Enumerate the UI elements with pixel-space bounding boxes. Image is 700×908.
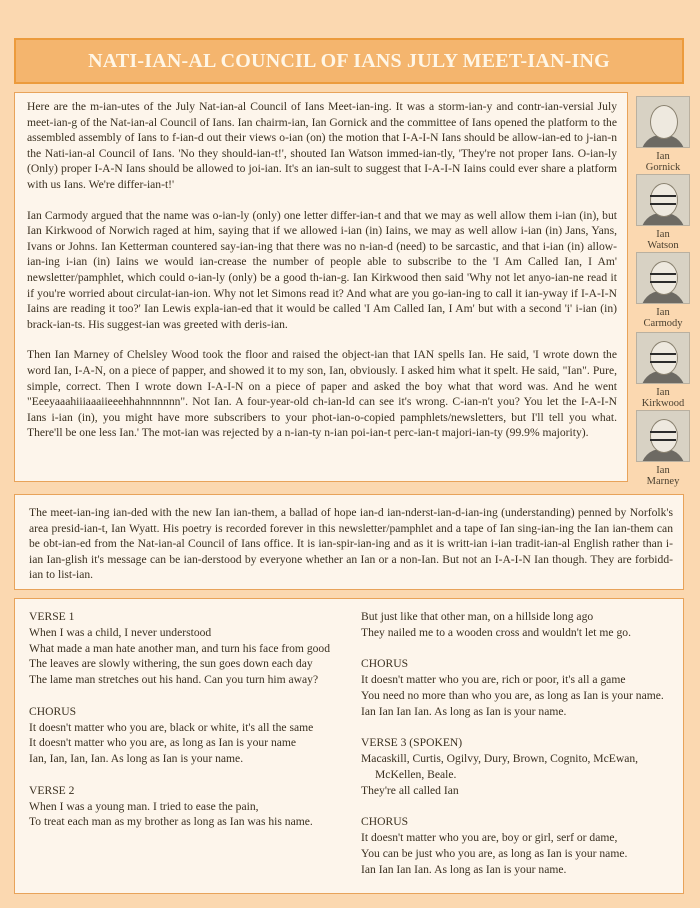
portrait-gornick (632, 96, 694, 173)
paragraph: Then Ian Marney of Chelsley Wood took the floor and raised the object-ian that IAN spells Ian. He said, 'I wrote down the word Ian, I-A-N, on a piece of papper, and showed it to my son, Ian, obviously. I asked him what it spelt. He said, "Ian". Pure, simple, correct. Then I wrote down I-A-I-N on a piece of paper and asked the boy what that word was. And he went "Eeeyaaahiiiaaaiieeehhahnnnnnn". Not Ian. A four-year-old ch-ian-ld can see it's wrong. C-ian-n't you? You let the I-A-I-N Ians i-ian (in), you might have more subscribers to your phot-ian-o-copied pamphlets/newsletters, but I'll tell you what. There'll be one less Ian.' The mot-ian was rejected by a n-ian-ty n-ian poi-ian-t perc-ian-t majori-ian-ty (99.9% majority). (27, 348, 617, 440)
portrait-marney (632, 410, 694, 487)
stanza-heading: VERSE 2 (29, 783, 75, 797)
closing-box (14, 494, 684, 590)
song-line: The lame man stretches out his hand. Can you turn him away? (29, 673, 319, 687)
portrait-watson (632, 174, 694, 251)
stanza-verse-3 (361, 735, 679, 798)
song-line: You need no more than who you are, as long as Ian is your name. (361, 688, 664, 702)
stanza-heading: CHORUS (361, 657, 409, 671)
stanza-verse-2-continued (361, 609, 679, 641)
song-line: When I was a child, I never understood (29, 625, 212, 639)
song-line: When I was a young man. I tried to ease the pain, (29, 799, 259, 813)
portrait-name-last: Gornick (645, 162, 681, 173)
song-line: Macaskill, Curtis, Ogilvy, Dury, Brown, Cognito, McEwan, McKellen, Beale. (361, 752, 639, 781)
title-banner (14, 38, 684, 84)
portrait-name-last: Kirkwood (641, 398, 685, 409)
portrait-name-first: Ian (656, 229, 670, 240)
song-line: What made a man hate another man, and turn his face from good (29, 641, 331, 655)
song-column-left (29, 609, 347, 846)
paragraph: Ian Carmody argued that the name was o-ian-ly (only) one letter differ-ian-t and that we may as well allow them i-ian (in), but Ian Kirkwood of Norwich raged at him, saying that if we allowed i-ian (in) Iains, we may as well allow i-ian (in) Jans, Yans, Ivans or Johns. Ian Ketterman countered say-ian-ing that there was no n-ian-d (need) to be sarcastic, and that i-ian (in) allow-ian-ing i-ian (in) Iains we would ian-crease the number of people able to subscribe to the 'I Am Called Ian, I Am' newsletter/pamphlet, which could o-ian-ly (only) be a good th-ian-g. Ian Kirkwood then said 'Why not let anyo-ian-ne read it if you're worried about circulat-ian-ion. Why not let Simons read it? And what are you go-ian-ing to call it ian-yway if I-A-I-N Iains are reading it too?' Ian Lewis expla-ian-ed that it would be called 'I Am Called Ian, I Am' but with a second 'i' i-ian (in) brack-ian-ts. His suggest-ian was greeted with deris-ian. (27, 208, 617, 331)
song-line: To treat each man as my brother as long as Ian was his name. (29, 815, 313, 829)
portrait-photo (636, 252, 690, 304)
portrait-photo (636, 332, 690, 384)
portrait-name-last: Marney (646, 476, 680, 487)
song-line: But just like that other man, on a hillside long ago (361, 610, 594, 623)
stanza-chorus (361, 656, 679, 719)
song-line: Ian, Ian, Ian, Ian. As long as Ian is your name. (29, 752, 244, 766)
page-title: NATI-IAN-AL COUNCIL OF IANS JULY MEET-IAN-ING (88, 49, 610, 72)
song-line: The leaves are slowly withering, the sun goes down each day (29, 657, 313, 671)
portrait-photo (636, 410, 690, 462)
portrait-name-first: Ian (656, 307, 670, 318)
stanza-chorus (29, 704, 347, 767)
song-line: Ian Ian Ian Ian. As long as Ian is your name. (361, 862, 567, 876)
stanza-heading: CHORUS (29, 704, 77, 718)
stanza-verse-1 (29, 609, 347, 688)
portrait-name-last: Carmody (643, 318, 683, 329)
portrait-photo (636, 174, 690, 226)
portrait-kirkwood (632, 332, 694, 409)
portrait-name-first: Ian (656, 151, 670, 162)
closing-paragraph: The meet-ian-ing ian-ded with the new Ian ian-them, a ballad of hope ian-d ian-nderst-ian-d-ian-ing (understanding) penned by Norfolk's area presid-ian-t, Ian Wyatt. His poetry is recorded forever in this newsletter/pamphlet and a tape of Ian sing-ian-ing the Ian ian-them can be obt-ian-ed from the Nat-ian-al Council of Ians office. It is ian-spir-ian-ing and as it is writt-ian i-ian tradit-ian-al English rather than i-ian Ian-glish it's message can be ian-derstood by everyone whether an Ian or a non-Ian. But not an I-A-I-N Ian though. They are forbidd-ian to list-ian. (29, 506, 673, 582)
song-line: It doesn't matter who you are, as long as Ian is your name (29, 736, 297, 750)
stanza-verse-2 (29, 783, 347, 830)
portrait-name-first: Ian (656, 387, 670, 398)
stanza-chorus-final (361, 814, 679, 877)
song-line: Ian Ian Ian Ian. As long as Ian is your name. (361, 704, 567, 718)
stanza-heading: VERSE 1 (29, 610, 75, 623)
stanza-heading: VERSE 3 (SPOKEN) (361, 736, 463, 750)
song-line: You can be just who you are, as long as Ian is your name. (361, 846, 628, 860)
portrait-name-first: Ian (656, 465, 670, 476)
stanza-heading: CHORUS (361, 815, 409, 829)
portrait-name-last: Watson (647, 240, 679, 251)
portrait-photo (636, 96, 690, 148)
song-line: It doesn't matter who you are, black or white, it's all the same (29, 720, 314, 734)
paragraph: Here are the m-ian-utes of the July Nat-ian-al Council of Ians Meet-ian-ing. It was a storm-ian-y and contr-ian-versial July meet-ian-g of the Nat-ian-al Council of Ians. Ian chairm-ian, Ian Gornick and the committee of Ians opened the platform to the assembled assembly of Ians to f-ian-d out their views o-ian (on) the motion that I-A-I-N Ians should be allow-ian-ed to j-ian-n the Nati-ian-al Council of Ians. 'No they should-ian-t!', shouted Ian Watson immed-ian-tly, 'They're not proper Ians. O-ian-ly (Only) proper I-A-N Ians should be allowed to joi-ian. It's an ian-sult to suggest that I-A-I-N Iains could ever share a platform with us Ians. We're differ-ian-t!' (27, 100, 617, 191)
song-box (14, 598, 684, 894)
portrait-carmody (632, 252, 694, 329)
minutes-box (14, 92, 628, 482)
song-line: It doesn't matter who you are, boy or girl, serf or dame, (361, 831, 618, 845)
song-line: It doesn't matter who you are, rich or poor, it's all a game (361, 673, 626, 687)
song-line: They're all called Ian (361, 783, 459, 797)
song-column-right (361, 609, 679, 893)
song-line: They nailed me to a wooden cross and wouldn't let me go. (361, 625, 631, 639)
